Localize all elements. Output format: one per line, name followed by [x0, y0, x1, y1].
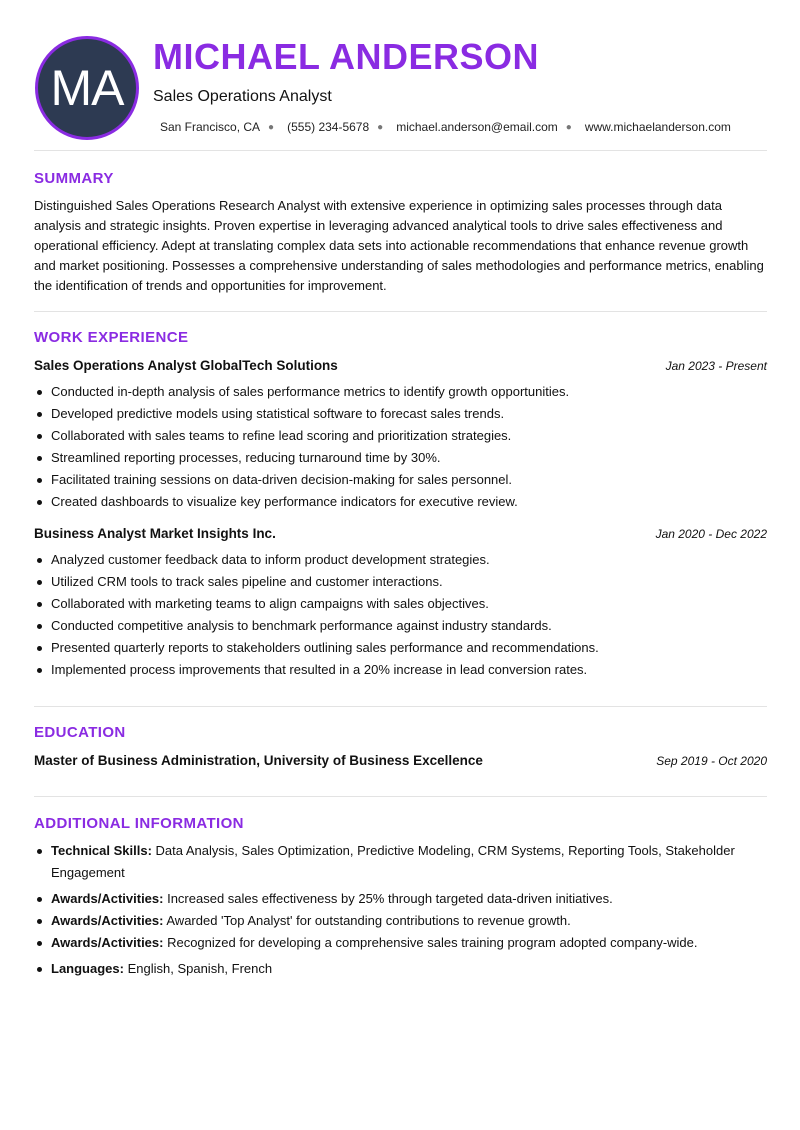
list-item: Implemented process improvements that resulted in a 20% increase in lead conversion rates.	[34, 659, 767, 681]
list-item	[34, 932, 767, 954]
education-heading: EDUCATION	[34, 724, 126, 741]
item-text: English, Spanish, French	[123, 961, 273, 976]
work-experience-heading: WORK EXPERIENCE	[34, 329, 189, 346]
education-dates: Sep 2019 - Oct 2020	[656, 754, 767, 768]
additional-info-list	[34, 840, 767, 980]
job-title: Sales Operations Analyst GlobalTech Solutions	[34, 358, 338, 373]
item-text: Awarded 'Top Analyst' for outstanding contributions to revenue growth.	[163, 913, 571, 928]
separator-dot-icon: ●	[565, 121, 572, 133]
job-bullets	[34, 549, 767, 681]
divider	[34, 796, 767, 797]
contact-line	[160, 120, 731, 134]
list-item: Streamlined reporting processes, reducing turnaround time by 30%.	[34, 447, 767, 469]
job-dates: Jan 2020 - Dec 2022	[655, 527, 767, 541]
list-item: Utilized CRM tools to track sales pipeline and customer interactions.	[34, 571, 767, 593]
additional-info-heading: ADDITIONAL INFORMATION	[34, 815, 244, 832]
list-item: Collaborated with marketing teams to align campaigns with sales objectives.	[34, 593, 767, 615]
job-header	[34, 526, 767, 541]
list-item: Analyzed customer feedback data to inform product development strategies.	[34, 549, 767, 571]
item-label: Awards/Activities:	[51, 913, 164, 928]
item-text: Data Analysis, Sales Optimization, Predictive Modeling, CRM Systems, Reporting Tools, Stakeholder Engagement	[51, 843, 735, 880]
separator-dot-icon: ●	[377, 121, 384, 133]
divider	[34, 706, 767, 707]
summary-text: Distinguished Sales Operations Research Analyst with extensive experience in optimizing sales processes through data analysis and strategic insights. Proven expertise in leveraging advanced analytical tools to drive sales effectiveness and operational efficiency. Adept at translating complex data sets into actionable recommendations that enhance revenue growth and market positioning. Possesses a comprehensive understanding of sales methodologies and performance metrics, enabling the identification of trends and opportunities for improvement.	[34, 198, 764, 293]
item-label: Technical Skills:	[51, 843, 152, 858]
contact-phone: (555) 234-5678	[287, 120, 370, 134]
item-text: Recognized for developing a comprehensive sales training program adopted company-wide.	[163, 935, 698, 950]
list-item: Conducted in-depth analysis of sales performance metrics to identify growth opportunities.	[34, 381, 767, 403]
degree-title: Master of Business Administration, University of Business Excellence	[34, 753, 483, 768]
item-label: Languages:	[51, 961, 124, 976]
list-item: Facilitated training sessions on data-driven decision-making for sales personnel.	[34, 469, 767, 491]
item-label: Awards/Activities:	[51, 891, 164, 906]
item-label: Awards/Activities:	[51, 935, 164, 950]
divider	[34, 311, 767, 312]
contact-website: www.michaelanderson.com	[584, 120, 731, 134]
job-title: Business Analyst Market Insights Inc.	[34, 526, 276, 541]
contact-email: michael.anderson@email.com	[396, 120, 558, 134]
list-item: Conducted competitive analysis to benchmark performance against industry standards.	[34, 615, 767, 637]
divider	[34, 150, 767, 151]
avatar	[35, 36, 139, 140]
contact-location: San Francisco, CA	[160, 120, 261, 134]
job-bullets	[34, 381, 767, 513]
separator-dot-icon: ●	[268, 121, 275, 133]
summary-heading: SUMMARY	[34, 170, 114, 187]
list-item	[34, 958, 767, 980]
item-text: Increased sales effectiveness by 25% through targeted data-driven initiatives.	[163, 891, 613, 906]
list-item: Collaborated with sales teams to refine lead scoring and prioritization strategies.	[34, 425, 767, 447]
list-item	[34, 888, 767, 910]
list-item: Developed predictive models using statistical software to forecast sales trends.	[34, 403, 767, 425]
candidate-name: MICHAEL ANDERSON	[153, 36, 540, 77]
job-dates: Jan 2023 - Present	[665, 359, 767, 373]
candidate-role: Sales Operations Analyst	[153, 88, 332, 105]
avatar-initials: MA	[50, 60, 124, 116]
list-item: Presented quarterly reports to stakeholders outlining sales performance and recommendations.	[34, 637, 767, 659]
list-item	[34, 910, 767, 932]
list-item	[34, 840, 767, 884]
list-item: Created dashboards to visualize key performance indicators for executive review.	[34, 491, 767, 513]
education-entry	[34, 753, 767, 768]
job-header	[34, 358, 767, 373]
